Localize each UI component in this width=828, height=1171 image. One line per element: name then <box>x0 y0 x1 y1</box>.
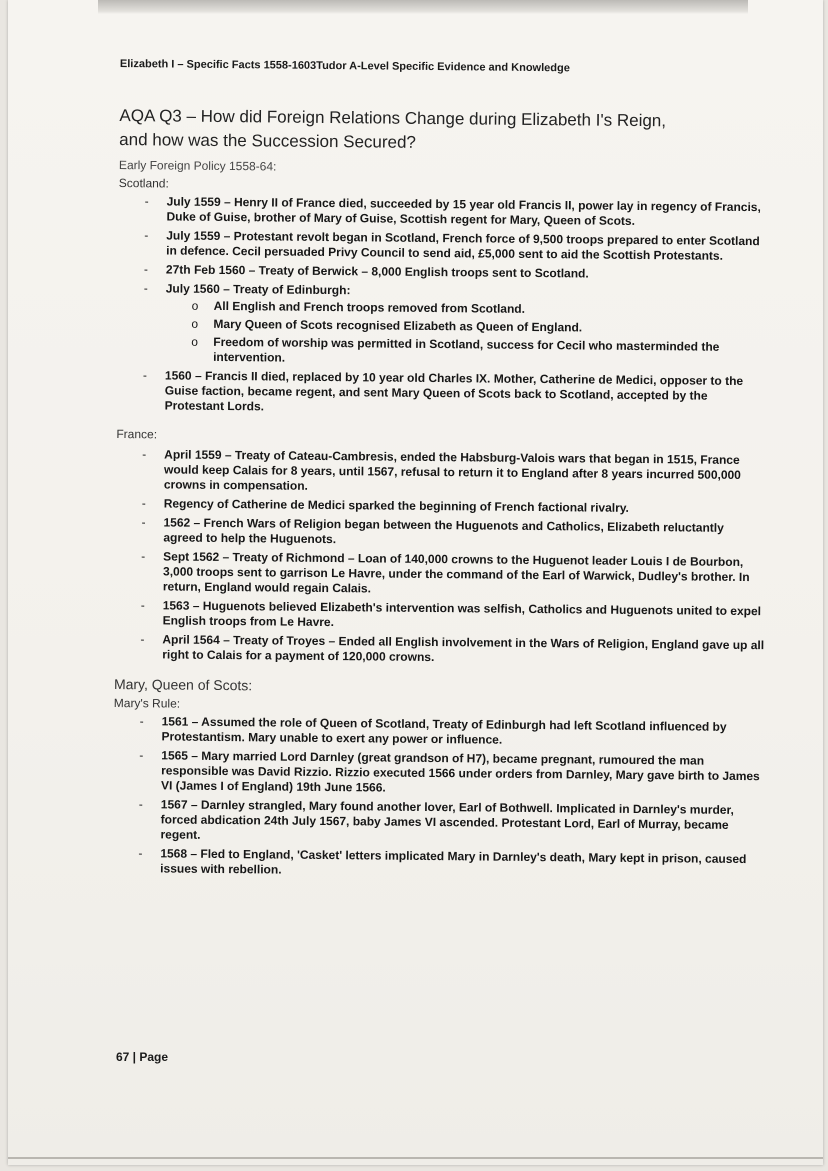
page-number: 67 | Page <box>116 1050 169 1064</box>
scotland-heading: Scotland: <box>118 175 169 191</box>
list-item: - Regency of Catherine de Medici sparked the beginning of French factional rivalry. <box>164 496 766 517</box>
list-item: - 1562 – French Wars of Religion began between the Huguenots and Catholics, Elizabeth reluctantly agreed to help the Huguenots. <box>163 515 765 551</box>
list-item: - 1567 – Darnley strangled, Mary found another lover, Earl of Bothwell. Implicated in Darnley's murder, forced abdication 24th July 1567, baby James VI ascended. Protestant Lord, Earl of Murray, became regent. <box>160 797 762 848</box>
list-item: - April 1559 – Treaty of Cateau-Cambresis, ended the Habsburg-Valois wars that began in 1515, France would keep Calais for 8 years, until 1567, refusal to return it to England after 8 years incurred 500,000 crowns in compensation. <box>164 447 766 498</box>
paper-sheet <box>8 0 823 1165</box>
scotland-list <box>117 194 769 419</box>
title-line-2: and how was the Succession Secured? <box>119 129 417 152</box>
list-item: - 1561 – Assumed the role of Queen of Scotland, Treaty of Edinburgh had left Scotland influenced by Protestantism. Mary unable to exert any power or influence. <box>161 714 763 750</box>
list-item: - 1560 – Francis II died, replaced by 10 year old Charles IX. Mother, Catherine de Medici, opposer to the Guise faction, became regent, and sent Mary Queen of Scots back to Scotland, accepted by the Protestant Lords. <box>165 368 767 419</box>
sub-list-item: o Freedom of worship was permitted in Scotland, success for Cecil who masterminded the intervention. <box>213 335 767 370</box>
page-header: Elizabeth I – Specific Facts 1558-1603Tudor A-Level Specific Evidence and Knowledge <box>119 58 570 75</box>
list-item: - 1565 – Mary married Lord Darnley (great grandson of H7), became pregnant, rumoured the man responsible was David Rizzio. Rizzio executed 1566 under orders from Darnley, Mary gave birth to James VI (James I of England) 19th June 1566. <box>161 748 763 799</box>
sub-list-item: o All English and French troops removed from Scotland. <box>214 299 768 319</box>
edinburgh-sublist <box>165 298 768 370</box>
mary-subheading: Mary's Rule: <box>113 695 181 711</box>
page-content <box>112 58 770 886</box>
france-list <box>114 447 766 668</box>
mary-heading: Mary, Queen of Scots: <box>113 675 253 694</box>
edinburgh-label: July 1560 – Treaty of Edinburgh: <box>165 281 351 298</box>
page-title <box>119 104 769 158</box>
scan-edge <box>8 1157 823 1159</box>
sub-list-item: o Mary Queen of Scots recognised Elizabeth as Queen of England. <box>213 317 767 337</box>
list-item: - July 1559 – Henry II of France died, succeeded by 15 year old Francis II, power lay in regency of Francis, Duke of Guise, brother of Mary of Guise, Scottish regent for Mary, Queen of Scots. <box>166 194 768 230</box>
list-item: - 1563 – Huguenots believed Elizabeth's intervention was selfish, Catholics and Huguenots united to expel English troops from Le Havre. <box>163 598 765 634</box>
list-item <box>165 281 768 370</box>
france-heading: France: <box>116 426 158 442</box>
title-line-1: AQA Q3 – How did Foreign Relations Change during Elizabeth I's Reign, <box>119 105 667 131</box>
mary-list <box>112 714 764 882</box>
list-item: - 1568 – Fled to England, 'Casket' letters implicated Mary in Darnley's death, Mary kept in prison, caused issues with rebellion. <box>160 846 762 882</box>
section-subtitle: Early Foreign Policy 1558-64: <box>118 157 277 174</box>
list-item: - July 1559 – Protestant revolt began in Scotland, French force of 9,500 troops prepared to enter Scotland in defence. Cecil persuaded Privy Council to send aid, £5,000 sent to aid the Scottish Protestants. <box>166 228 768 264</box>
scan-shadow <box>98 0 748 14</box>
list-item: - 27th Feb 1560 – Treaty of Berwick – 8,000 English troops sent to Scotland. <box>166 262 768 283</box>
list-item: - April 1564 – Treaty of Troyes – Ended all English involvement in the Wars of Religion, England gave up all right to Calais for a payment of 120,000 crowns. <box>162 632 764 668</box>
list-item: - Sept 1562 – Treaty of Richmond – Loan of 140,000 crowns to the Huguenot leader Louis I de Bourbon, 3,000 troops sent to garrison Le Havre, under the command of the Earl of Warwick, Dudley's brother. In return, England would regain Calais. <box>163 549 765 600</box>
